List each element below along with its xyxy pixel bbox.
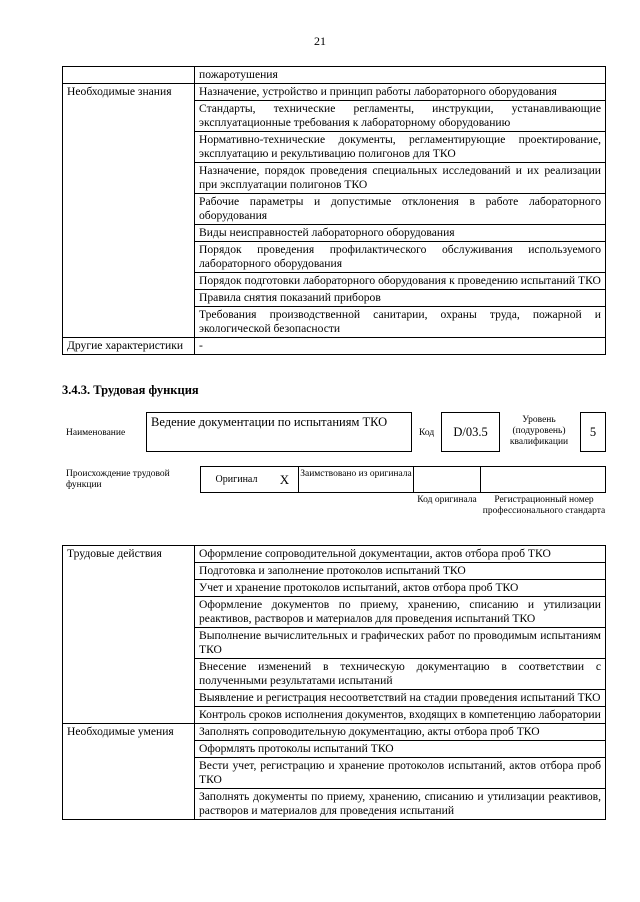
code-original-box [413, 466, 481, 493]
level-label: Уровень (подуровень) квалификации [509, 415, 569, 447]
original-mark: X [271, 466, 299, 493]
row-text: Виды неисправностей лабораторного оборудования [195, 225, 606, 242]
row-text: Порядок подготовки лабораторного оборудования к проведению испытаний ТКО [195, 273, 606, 290]
row-text: пожаротушения [195, 67, 606, 84]
table-row [63, 580, 606, 597]
knowledge-table [62, 66, 606, 355]
row-text: Требования производственной санитарии, охраны труда, пожарной и экологической безопасности [195, 307, 606, 338]
row-text: Оформление сопроводительной документации, актов отбора проб ТКО [195, 546, 606, 563]
borrowed-label: Заимствовано из оригинала [298, 466, 414, 493]
code-original-label: Код оригинала [417, 495, 477, 505]
table-row [63, 163, 606, 194]
table-row [63, 307, 606, 338]
table-row [63, 546, 606, 563]
name-value: Ведение документации по испытаниям ТКО [146, 412, 412, 452]
table-row [63, 338, 606, 355]
table-row [63, 242, 606, 273]
row-text: Выявление и регистрация несоответствий на стадии проведения испытаний ТКО [195, 690, 606, 707]
table-row [63, 194, 606, 225]
row-text: Вести учет, регистрацию и хранение протоколов испытаний, актов отбора проб ТКО [195, 758, 606, 789]
section-title: 3.4.3. Трудовая функция [62, 383, 199, 397]
table-row [63, 707, 606, 724]
table-row [63, 690, 606, 707]
table-row [63, 67, 606, 84]
table-row [63, 758, 606, 789]
origin-label: Происхождение трудовой функции [66, 469, 170, 490]
row-text: Рабочие параметры и допустимые отклонения в работе лабораторного оборудования [195, 194, 606, 225]
table-row [63, 659, 606, 690]
table-row [63, 628, 606, 659]
page-number: 21 [314, 34, 326, 48]
table-row [63, 290, 606, 307]
name-label: Наименование [66, 428, 126, 438]
row-text: Оформлять протоколы испытаний ТКО [195, 741, 606, 758]
row-text: Нормативно-технические документы, регламентирующие проектирование, эксплуатацию и рекультивацию полигонов для ТКО [195, 132, 606, 163]
reg-number-box [480, 466, 606, 493]
other-value: - [195, 338, 606, 355]
level-value: 5 [580, 412, 606, 452]
row-text: Назначение, порядок проведения специальных исследований и их реализации при эксплуатации полигонов ТКО [195, 163, 606, 194]
row-text: Подготовка и заполнение протоколов испытаний ТКО [195, 563, 606, 580]
row-text: Внесение изменений в техническую документацию в соответствии с полученными результатами испытаний [195, 659, 606, 690]
row-text: Заполнять документы по приему, хранению, списанию и утилизации реактивов, растворов и материалов для проведения испытаний [195, 789, 606, 820]
skills-label: Необходимые умения [63, 724, 195, 741]
other-label: Другие характеристики [63, 338, 195, 355]
actions-label: Трудовые действия [63, 546, 195, 563]
row-text: Выполнение вычислительных и графических работ по проводимым испытаниям ТКО [195, 628, 606, 659]
reg-number-label: Регистрационный номер профессионального стандарта [482, 495, 606, 516]
table-row [63, 273, 606, 290]
row-text: Назначение, устройство и принцип работы лабораторного оборудования [195, 84, 606, 101]
row-label [63, 67, 195, 84]
row-text: Контроль сроков исполнения документов, входящих в компетенцию лаборатории [195, 707, 606, 724]
table-row [63, 789, 606, 820]
actions-table [62, 545, 606, 820]
row-text: Учет и хранение протоколов испытаний, актов отбора проб ТКО [195, 580, 606, 597]
code-label: Код [419, 428, 435, 438]
table-row [63, 724, 606, 741]
table-row [63, 132, 606, 163]
table-row [63, 84, 606, 101]
knowledge-label: Необходимые знания [63, 84, 195, 101]
row-text: Правила снятия показаний приборов [195, 290, 606, 307]
row-text: Порядок проведения профилактического обслуживания используемого лабораторного оборудования [195, 242, 606, 273]
table-row [63, 101, 606, 132]
code-value: D/03.5 [441, 412, 500, 452]
table-row [63, 741, 606, 758]
row-text: Стандарты, технические регламенты, инструкции, устанавливающие эксплуатационные требования к лабораторному оборудованию [195, 101, 606, 132]
row-text: Заполнять сопроводительную документацию, акты отбора проб ТКО [195, 724, 606, 741]
table-row [63, 225, 606, 242]
original-label: Оригинал [200, 466, 272, 493]
table-row [63, 563, 606, 580]
table-row [63, 597, 606, 628]
row-text: Оформление документов по приему, хранению, списанию и утилизации реактивов, растворов и материалов для проведения испытаний ТКО [195, 597, 606, 628]
